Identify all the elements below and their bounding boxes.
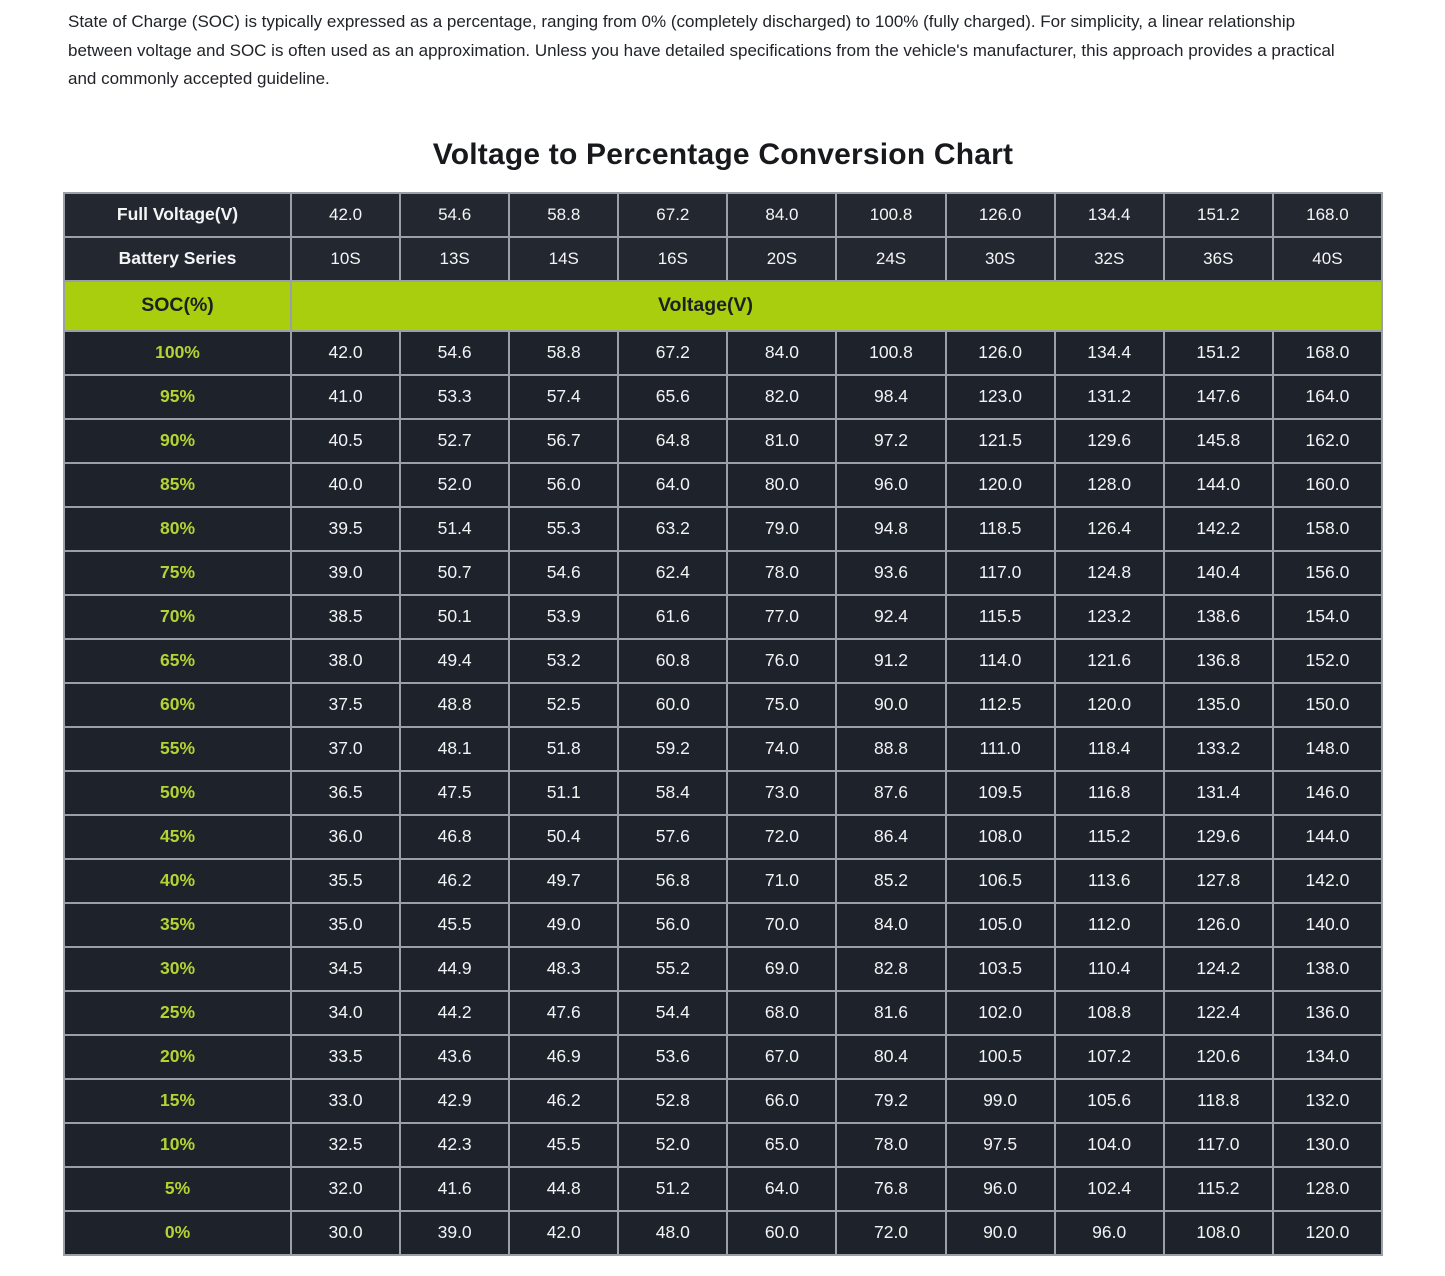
- voltage-value-cell: 126.4: [1055, 507, 1164, 551]
- voltage-value-cell: 134.0: [1273, 1035, 1382, 1079]
- voltage-value-cell: 98.4: [836, 375, 945, 419]
- soc-percentage-cell: 20%: [64, 1035, 291, 1079]
- soc-voltage-header-row: [64, 281, 1382, 331]
- voltage-value-cell: 80.0: [727, 463, 836, 507]
- voltage-value-cell: 123.2: [1055, 595, 1164, 639]
- voltage-value-cell: 90.0: [946, 1211, 1055, 1255]
- voltage-value-cell: 59.2: [618, 727, 727, 771]
- voltage-value-cell: 131.2: [1055, 375, 1164, 419]
- voltage-value-cell: 56.7: [509, 419, 618, 463]
- voltage-value-cell: 45.5: [509, 1123, 618, 1167]
- voltage-value-cell: 138.0: [1273, 947, 1382, 991]
- voltage-value-cell: 164.0: [1273, 375, 1382, 419]
- voltage-value-cell: 106.5: [946, 859, 1055, 903]
- voltage-value-cell: 112.0: [1055, 903, 1164, 947]
- voltage-value-cell: 120.0: [946, 463, 1055, 507]
- voltage-value-cell: 65.6: [618, 375, 727, 419]
- voltage-value-cell: 90.0: [836, 683, 945, 727]
- voltage-value-cell: 47.5: [400, 771, 509, 815]
- voltage-value-cell: 64.0: [618, 463, 727, 507]
- table-row: [64, 507, 1382, 551]
- voltage-value-cell: 37.0: [291, 727, 400, 771]
- voltage-value-cell: 42.3: [400, 1123, 509, 1167]
- header-value-cell: 67.2: [618, 193, 727, 237]
- intro-paragraph: State of Charge (SOC) is typically expressed as a percentage, ranging from 0% (completely discharged) to 100% (fully charged). For simplicity, a linear relationship between voltage and SOC is often used as an approximation. Unless you have detailed specifications from the vehicle's manufacturer, this approach provides a practical and commonly accepted guideline.: [68, 12, 1335, 89]
- table-row: [64, 551, 1382, 595]
- voltage-value-cell: 124.8: [1055, 551, 1164, 595]
- voltage-value-cell: 56.0: [509, 463, 618, 507]
- table-row: [64, 1123, 1382, 1167]
- soc-percentage-cell: 30%: [64, 947, 291, 991]
- voltage-value-cell: 80.4: [836, 1035, 945, 1079]
- voltage-value-cell: 58.4: [618, 771, 727, 815]
- voltage-value-cell: 131.4: [1164, 771, 1273, 815]
- voltage-value-cell: 73.0: [727, 771, 836, 815]
- voltage-value-cell: 46.2: [400, 859, 509, 903]
- header-value-cell: 13S: [400, 237, 509, 281]
- soc-percentage-cell: 100%: [64, 331, 291, 375]
- voltage-value-cell: 35.0: [291, 903, 400, 947]
- voltage-value-cell: 117.0: [946, 551, 1055, 595]
- voltage-value-cell: 108.0: [946, 815, 1055, 859]
- soc-percentage-cell: 85%: [64, 463, 291, 507]
- header-value-cell: 10S: [291, 237, 400, 281]
- voltage-value-cell: 144.0: [1164, 463, 1273, 507]
- voltage-value-cell: 112.5: [946, 683, 1055, 727]
- voltage-value-cell: 118.4: [1055, 727, 1164, 771]
- voltage-value-cell: 160.0: [1273, 463, 1382, 507]
- voltage-value-cell: 126.0: [946, 331, 1055, 375]
- voltage-value-cell: 38.0: [291, 639, 400, 683]
- voltage-value-cell: 78.0: [727, 551, 836, 595]
- voltage-value-cell: 41.0: [291, 375, 400, 419]
- voltage-value-cell: 82.8: [836, 947, 945, 991]
- soc-percentage-cell: 40%: [64, 859, 291, 903]
- voltage-value-cell: 64.0: [727, 1167, 836, 1211]
- full-voltage-label: Full Voltage(V): [64, 193, 291, 237]
- voltage-value-cell: 62.4: [618, 551, 727, 595]
- voltage-value-cell: 146.0: [1273, 771, 1382, 815]
- header-value-cell: 84.0: [727, 193, 836, 237]
- voltage-value-cell: 51.8: [509, 727, 618, 771]
- voltage-value-cell: 33.5: [291, 1035, 400, 1079]
- voltage-value-cell: 100.8: [836, 331, 945, 375]
- voltage-value-cell: 32.0: [291, 1167, 400, 1211]
- table-row: [64, 859, 1382, 903]
- voltage-value-cell: 60.8: [618, 639, 727, 683]
- table-row: [64, 815, 1382, 859]
- voltage-value-cell: 55.3: [509, 507, 618, 551]
- voltage-value-cell: 132.0: [1273, 1079, 1382, 1123]
- soc-percentage-cell: 0%: [64, 1211, 291, 1255]
- voltage-value-cell: 150.0: [1273, 683, 1382, 727]
- voltage-value-cell: 88.8: [836, 727, 945, 771]
- voltage-value-cell: 107.2: [1055, 1035, 1164, 1079]
- page-title: Voltage to Percentage Conversion Chart: [432, 137, 1014, 171]
- voltage-value-cell: 44.8: [509, 1167, 618, 1211]
- voltage-value-cell: 142.2: [1164, 507, 1273, 551]
- voltage-value-cell: 42.9: [400, 1079, 509, 1123]
- voltage-value-cell: 34.5: [291, 947, 400, 991]
- voltage-value-cell: 148.0: [1273, 727, 1382, 771]
- table-row: [64, 1211, 1382, 1255]
- voltage-value-cell: 103.5: [946, 947, 1055, 991]
- voltage-value-cell: 121.6: [1055, 639, 1164, 683]
- soc-percentage-cell: 65%: [64, 639, 291, 683]
- voltage-value-cell: 96.0: [946, 1167, 1055, 1211]
- voltage-value-cell: 77.0: [727, 595, 836, 639]
- voltage-value-cell: 116.8: [1055, 771, 1164, 815]
- voltage-value-cell: 57.4: [509, 375, 618, 419]
- voltage-value-cell: 97.5: [946, 1123, 1055, 1167]
- voltage-value-cell: 74.0: [727, 727, 836, 771]
- voltage-value-cell: 154.0: [1273, 595, 1382, 639]
- voltage-value-cell: 52.7: [400, 419, 509, 463]
- table-row: [64, 639, 1382, 683]
- voltage-value-cell: 76.0: [727, 639, 836, 683]
- table-row: [64, 463, 1382, 507]
- voltage-value-cell: 152.0: [1273, 639, 1382, 683]
- voltage-value-cell: 50.1: [400, 595, 509, 639]
- voltage-value-cell: 42.0: [509, 1211, 618, 1255]
- voltage-value-cell: 65.0: [727, 1123, 836, 1167]
- soc-percentage-cell: 15%: [64, 1079, 291, 1123]
- soc-percentage-cell: 35%: [64, 903, 291, 947]
- voltage-value-cell: 33.0: [291, 1079, 400, 1123]
- voltage-value-cell: 61.6: [618, 595, 727, 639]
- header-value-cell: 168.0: [1273, 193, 1382, 237]
- voltage-value-cell: 120.0: [1273, 1211, 1382, 1255]
- voltage-value-cell: 105.0: [946, 903, 1055, 947]
- voltage-value-cell: 36.5: [291, 771, 400, 815]
- soc-percentage-cell: 95%: [64, 375, 291, 419]
- voltage-value-cell: 140.0: [1273, 903, 1382, 947]
- header-value-cell: 30S: [946, 237, 1055, 281]
- voltage-value-cell: 79.0: [727, 507, 836, 551]
- voltage-value-cell: 67.2: [618, 331, 727, 375]
- voltage-value-cell: 54.6: [509, 551, 618, 595]
- conversion-table: [63, 192, 1383, 1256]
- soc-percentage-cell: 5%: [64, 1167, 291, 1211]
- table-row: [64, 331, 1382, 375]
- header-value-cell: 36S: [1164, 237, 1273, 281]
- voltage-value-cell: 121.5: [946, 419, 1055, 463]
- voltage-value-cell: 39.0: [400, 1211, 509, 1255]
- soc-header-cell: SOC(%): [64, 281, 291, 331]
- header-value-cell: 151.2: [1164, 193, 1273, 237]
- voltage-value-cell: 79.2: [836, 1079, 945, 1123]
- voltage-value-cell: 46.2: [509, 1079, 618, 1123]
- full-voltage-header-row: [64, 193, 1382, 237]
- voltage-value-cell: 147.6: [1164, 375, 1273, 419]
- header-value-cell: 24S: [836, 237, 945, 281]
- voltage-value-cell: 86.4: [836, 815, 945, 859]
- voltage-value-cell: 99.0: [946, 1079, 1055, 1123]
- voltage-value-cell: 97.2: [836, 419, 945, 463]
- battery-series-header-row: [64, 237, 1382, 281]
- voltage-value-cell: 134.4: [1055, 331, 1164, 375]
- voltage-value-cell: 53.6: [618, 1035, 727, 1079]
- table-row: [64, 771, 1382, 815]
- voltage-value-cell: 81.0: [727, 419, 836, 463]
- voltage-value-cell: 60.0: [618, 683, 727, 727]
- voltage-value-cell: 128.0: [1273, 1167, 1382, 1211]
- voltage-value-cell: 49.0: [509, 903, 618, 947]
- voltage-value-cell: 96.0: [836, 463, 945, 507]
- voltage-value-cell: 69.0: [727, 947, 836, 991]
- voltage-value-cell: 72.0: [727, 815, 836, 859]
- header-value-cell: 40S: [1273, 237, 1382, 281]
- voltage-value-cell: 35.5: [291, 859, 400, 903]
- voltage-value-cell: 138.6: [1164, 595, 1273, 639]
- voltage-value-cell: 46.9: [509, 1035, 618, 1079]
- voltage-value-cell: 34.0: [291, 991, 400, 1035]
- table-row: [64, 683, 1382, 727]
- table-row: [64, 947, 1382, 991]
- voltage-value-cell: 47.6: [509, 991, 618, 1035]
- header-value-cell: 42.0: [291, 193, 400, 237]
- voltage-value-cell: 53.9: [509, 595, 618, 639]
- voltage-value-cell: 32.5: [291, 1123, 400, 1167]
- voltage-value-cell: 49.7: [509, 859, 618, 903]
- table-row: [64, 903, 1382, 947]
- voltage-value-cell: 70.0: [727, 903, 836, 947]
- voltage-value-cell: 133.2: [1164, 727, 1273, 771]
- voltage-value-cell: 156.0: [1273, 551, 1382, 595]
- header-value-cell: 58.8: [509, 193, 618, 237]
- voltage-value-cell: 76.8: [836, 1167, 945, 1211]
- voltage-value-cell: 102.4: [1055, 1167, 1164, 1211]
- voltage-value-cell: 130.0: [1273, 1123, 1382, 1167]
- voltage-value-cell: 49.4: [400, 639, 509, 683]
- table-row: [64, 419, 1382, 463]
- voltage-value-cell: 81.6: [836, 991, 945, 1035]
- voltage-value-cell: 51.1: [509, 771, 618, 815]
- voltage-value-cell: 56.0: [618, 903, 727, 947]
- table-body: [64, 193, 1382, 1255]
- voltage-value-cell: 41.6: [400, 1167, 509, 1211]
- header-value-cell: 32S: [1055, 237, 1164, 281]
- voltage-value-cell: 126.0: [1164, 903, 1273, 947]
- voltage-value-cell: 136.8: [1164, 639, 1273, 683]
- voltage-value-cell: 92.4: [836, 595, 945, 639]
- voltage-value-cell: 115.2: [1164, 1167, 1273, 1211]
- voltage-value-cell: 68.0: [727, 991, 836, 1035]
- voltage-value-cell: 44.9: [400, 947, 509, 991]
- voltage-value-cell: 115.5: [946, 595, 1055, 639]
- soc-percentage-cell: 60%: [64, 683, 291, 727]
- voltage-value-cell: 82.0: [727, 375, 836, 419]
- voltage-value-cell: 113.6: [1055, 859, 1164, 903]
- header-value-cell: 134.4: [1055, 193, 1164, 237]
- voltage-value-cell: 87.6: [836, 771, 945, 815]
- voltage-value-cell: 64.8: [618, 419, 727, 463]
- voltage-value-cell: 91.2: [836, 639, 945, 683]
- voltage-value-cell: 109.5: [946, 771, 1055, 815]
- voltage-value-cell: 102.0: [946, 991, 1055, 1035]
- voltage-value-cell: 84.0: [727, 331, 836, 375]
- table-row: [64, 991, 1382, 1035]
- voltage-value-cell: 123.0: [946, 375, 1055, 419]
- header-value-cell: 20S: [727, 237, 836, 281]
- voltage-value-cell: 158.0: [1273, 507, 1382, 551]
- voltage-value-cell: 52.0: [400, 463, 509, 507]
- voltage-value-cell: 54.6: [400, 331, 509, 375]
- voltage-value-cell: 110.4: [1055, 947, 1164, 991]
- voltage-value-cell: 108.0: [1164, 1211, 1273, 1255]
- table-row: [64, 595, 1382, 639]
- voltage-value-cell: 45.5: [400, 903, 509, 947]
- voltage-value-cell: 56.8: [618, 859, 727, 903]
- voltage-value-cell: 96.0: [1055, 1211, 1164, 1255]
- voltage-value-cell: 52.0: [618, 1123, 727, 1167]
- voltage-value-cell: 151.2: [1164, 331, 1273, 375]
- voltage-header-cell: Voltage(V): [291, 281, 1382, 331]
- voltage-value-cell: 120.6: [1164, 1035, 1273, 1079]
- voltage-value-cell: 104.0: [1055, 1123, 1164, 1167]
- voltage-value-cell: 40.0: [291, 463, 400, 507]
- voltage-value-cell: 36.0: [291, 815, 400, 859]
- voltage-value-cell: 100.5: [946, 1035, 1055, 1079]
- voltage-value-cell: 50.4: [509, 815, 618, 859]
- voltage-value-cell: 85.2: [836, 859, 945, 903]
- voltage-value-cell: 46.8: [400, 815, 509, 859]
- voltage-value-cell: 67.0: [727, 1035, 836, 1079]
- voltage-value-cell: 38.5: [291, 595, 400, 639]
- header-value-cell: 14S: [509, 237, 618, 281]
- soc-percentage-cell: 80%: [64, 507, 291, 551]
- voltage-value-cell: 39.5: [291, 507, 400, 551]
- header-value-cell: 54.6: [400, 193, 509, 237]
- voltage-value-cell: 48.8: [400, 683, 509, 727]
- voltage-value-cell: 51.2: [618, 1167, 727, 1211]
- voltage-value-cell: 48.3: [509, 947, 618, 991]
- voltage-value-cell: 37.5: [291, 683, 400, 727]
- voltage-value-cell: 124.2: [1164, 947, 1273, 991]
- voltage-value-cell: 66.0: [727, 1079, 836, 1123]
- voltage-value-cell: 162.0: [1273, 419, 1382, 463]
- voltage-value-cell: 140.4: [1164, 551, 1273, 595]
- voltage-value-cell: 114.0: [946, 639, 1055, 683]
- voltage-value-cell: 71.0: [727, 859, 836, 903]
- table-row: [64, 1035, 1382, 1079]
- voltage-value-cell: 105.6: [1055, 1079, 1164, 1123]
- voltage-value-cell: 168.0: [1273, 331, 1382, 375]
- voltage-value-cell: 40.5: [291, 419, 400, 463]
- voltage-value-cell: 129.6: [1055, 419, 1164, 463]
- voltage-value-cell: 72.0: [836, 1211, 945, 1255]
- soc-percentage-cell: 90%: [64, 419, 291, 463]
- voltage-value-cell: 135.0: [1164, 683, 1273, 727]
- voltage-value-cell: 52.5: [509, 683, 618, 727]
- voltage-value-cell: 75.0: [727, 683, 836, 727]
- header-value-cell: 100.8: [836, 193, 945, 237]
- table-row: [64, 727, 1382, 771]
- voltage-value-cell: 63.2: [618, 507, 727, 551]
- voltage-value-cell: 52.8: [618, 1079, 727, 1123]
- header-value-cell: 16S: [618, 237, 727, 281]
- soc-percentage-cell: 75%: [64, 551, 291, 595]
- voltage-value-cell: 145.8: [1164, 419, 1273, 463]
- voltage-value-cell: 60.0: [727, 1211, 836, 1255]
- soc-percentage-cell: 10%: [64, 1123, 291, 1167]
- voltage-value-cell: 53.2: [509, 639, 618, 683]
- voltage-value-cell: 128.0: [1055, 463, 1164, 507]
- soc-percentage-cell: 25%: [64, 991, 291, 1035]
- voltage-value-cell: 115.2: [1055, 815, 1164, 859]
- voltage-value-cell: 48.0: [618, 1211, 727, 1255]
- voltage-value-cell: 84.0: [836, 903, 945, 947]
- voltage-value-cell: 50.7: [400, 551, 509, 595]
- voltage-value-cell: 117.0: [1164, 1123, 1273, 1167]
- voltage-value-cell: 93.6: [836, 551, 945, 595]
- voltage-value-cell: 129.6: [1164, 815, 1273, 859]
- voltage-value-cell: 94.8: [836, 507, 945, 551]
- table-row: [64, 1167, 1382, 1211]
- voltage-value-cell: 111.0: [946, 727, 1055, 771]
- soc-percentage-cell: 55%: [64, 727, 291, 771]
- table-row: [64, 375, 1382, 419]
- voltage-value-cell: 58.8: [509, 331, 618, 375]
- voltage-value-cell: 127.8: [1164, 859, 1273, 903]
- voltage-value-cell: 120.0: [1055, 683, 1164, 727]
- voltage-value-cell: 42.0: [291, 331, 400, 375]
- voltage-value-cell: 54.4: [618, 991, 727, 1035]
- soc-percentage-cell: 70%: [64, 595, 291, 639]
- voltage-value-cell: 48.1: [400, 727, 509, 771]
- voltage-value-cell: 118.5: [946, 507, 1055, 551]
- table-row: [64, 1079, 1382, 1123]
- voltage-value-cell: 144.0: [1273, 815, 1382, 859]
- voltage-value-cell: 39.0: [291, 551, 400, 595]
- voltage-value-cell: 55.2: [618, 947, 727, 991]
- soc-percentage-cell: 45%: [64, 815, 291, 859]
- voltage-value-cell: 122.4: [1164, 991, 1273, 1035]
- voltage-value-cell: 53.3: [400, 375, 509, 419]
- voltage-value-cell: 136.0: [1273, 991, 1382, 1035]
- voltage-value-cell: 57.6: [618, 815, 727, 859]
- voltage-value-cell: 51.4: [400, 507, 509, 551]
- header-value-cell: 126.0: [946, 193, 1055, 237]
- voltage-value-cell: 44.2: [400, 991, 509, 1035]
- soc-percentage-cell: 50%: [64, 771, 291, 815]
- battery-series-label: Battery Series: [64, 237, 291, 281]
- voltage-value-cell: 108.8: [1055, 991, 1164, 1035]
- voltage-value-cell: 30.0: [291, 1211, 400, 1255]
- voltage-value-cell: 142.0: [1273, 859, 1382, 903]
- voltage-value-cell: 78.0: [836, 1123, 945, 1167]
- voltage-value-cell: 43.6: [400, 1035, 509, 1079]
- voltage-value-cell: 118.8: [1164, 1079, 1273, 1123]
